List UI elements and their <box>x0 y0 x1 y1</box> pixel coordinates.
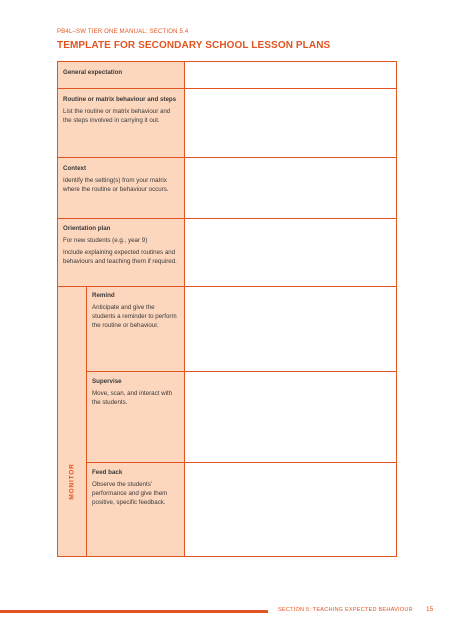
footer-bar <box>0 610 268 613</box>
manual-section-header: PB4L–SW TIER ONE MANUAL: SECTION 5.4 <box>57 29 189 35</box>
remind-description: Anticipate and give the students a reminder to perform the routine or behaviour. <box>92 304 177 329</box>
feedback-description: Observe the students' performance and give them positive, specific feedback. <box>92 481 168 506</box>
page-title: TEMPLATE FOR SECONDARY SCHOOL LESSON PLANS <box>57 40 331 51</box>
context-heading: Context <box>63 165 87 172</box>
page-number: 15 <box>426 606 434 613</box>
routine-answer-cell[interactable] <box>184 88 397 158</box>
feedback-heading: Feed back <box>92 469 123 476</box>
orientation-answer-cell[interactable] <box>184 218 397 287</box>
remind-heading: Remind <box>92 292 115 299</box>
supervise-label-cell <box>86 371 185 463</box>
supervise-answer-cell[interactable] <box>184 371 397 463</box>
monitor-label: MONITOR <box>68 463 76 500</box>
general-expectation-heading: General expectation <box>63 69 123 76</box>
context-answer-cell[interactable] <box>184 157 397 219</box>
context-label-cell <box>57 157 185 219</box>
supervise-heading: Supervise <box>92 378 122 385</box>
supervise-description: Move, scan, and interact with the students. <box>92 390 173 406</box>
context-description: Identify the setting(s) from your matrix where the routine or behaviour occurs. <box>63 177 169 193</box>
monitor-column <box>57 286 87 557</box>
routine-heading: Routine or matrix behaviour and steps <box>63 96 177 103</box>
orientation-description-2: Include explaining expected routines and behaviours and teaching them if required. <box>63 249 177 265</box>
orientation-label-cell <box>57 218 185 287</box>
feedback-label-cell <box>86 462 185 557</box>
remind-label-cell <box>86 286 185 372</box>
orientation-description: For new students (e.g., year 9) <box>63 237 148 244</box>
remind-answer-cell[interactable] <box>184 286 397 372</box>
feedback-answer-cell[interactable] <box>184 462 397 557</box>
general-expectation-label-cell <box>57 61 185 89</box>
orientation-heading: Orientation plan <box>63 225 111 232</box>
footer-section-label: SECTION 5: TEACHING EXPECTED BEHAVIOUR <box>278 607 413 613</box>
routine-description: List the routine or matrix behaviour and the steps involved in carrying it out. <box>63 108 171 124</box>
general-expectation-answer-cell[interactable] <box>184 61 397 89</box>
routine-label-cell <box>57 88 185 158</box>
lesson-plan-template <box>57 61 397 557</box>
